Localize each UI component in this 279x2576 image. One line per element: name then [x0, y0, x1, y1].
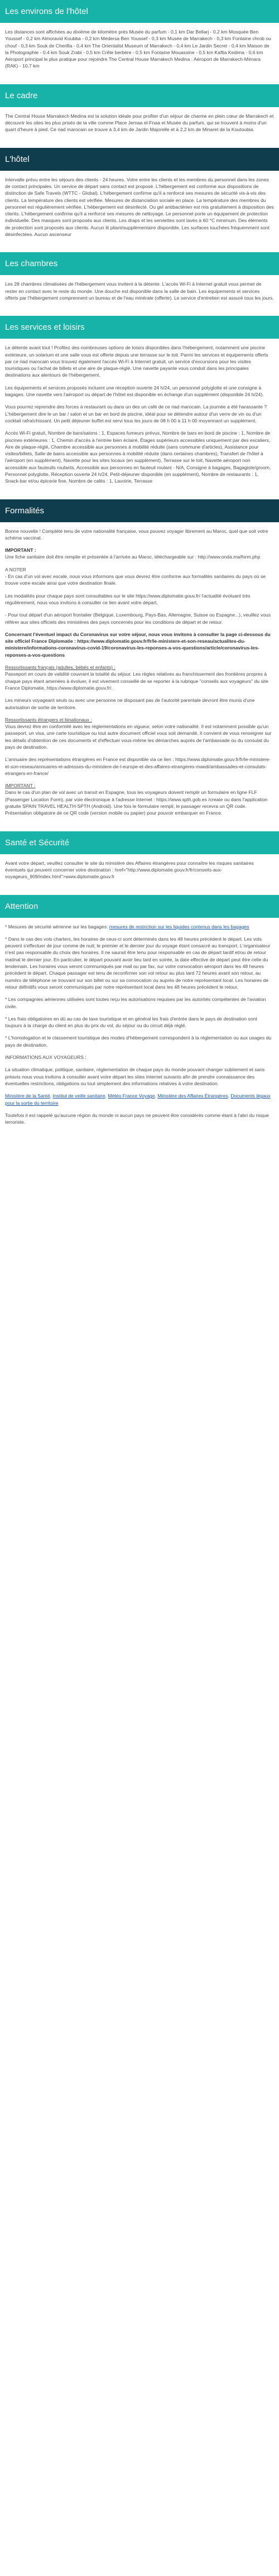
section-title-cadre: Le cadre: [0, 84, 279, 107]
services-text-4: Accès Wi-Fi gratuit, Nombre de bars/salons : 1, Espaces fumeurs prévus, Nombre de bars en bord de piscine : 1, Nombre de piscines extérieures : 1, Chemin d'accès à l'entrée bien éclairé, Étages supérieurs accessibles uniquement par des escaliers, Aire de plaque-réglé, Chambre accessible aux personnes à mobilité réduite (sans commune d'articles), Assistance pour visites/billets, Salle de bains accessible aux personnes à mobilité réduite (dans certaines chambres), Transfert de l'hôtel à l'aéroport (en supplément), Navette pour les sites locaux (en supplément), Terrasse sur le toit, Navette aéroport non accessible aux fauteuils roulants, Accessible aux personnes en fauteuil roulant - N/A, Consigne à bagages, Bagagiste/groom, Personnel polyglotte, Réception ouverte 24 h/24, Petit-déjeuner disponible (en supplément), Nombre de restaurants : 1, Snack-bar et/ou épicerie fine, Nombre de cafés : 1, Lavoirie, Terrasse: [5, 430, 271, 484]
services-text-2: Les équipements et services proposés incluent une réception ouverte 24 h/24, un personnel polyglotte et une consigne à bagages. Une navette vers l'aéroport ou départ de l'hôtel est disponible en échange d'un supplément (disponible 24 h/24).: [5, 384, 264, 398]
chambres-text: Les 28 chambres climatisées de l'hébergement vous invitent à la détente. L'accès Wi-Fi à Internet gratuit vous permet de rester en contact avec le reste du monde. Une douche est disponible dans la salle de bain. Les équipements et services offerts par l'hébergement comprennent un bureau et de l'eau minérale (offerte). Le service d'entretien est assuré tous les jours.: [5, 281, 274, 301]
section-formalites: [0, 499, 279, 831]
link-documents-legaux[interactable]: Documents légaux pour la sortie du territoire: [5, 1093, 271, 1106]
formalites-fr-heading: Ressortissants français (adultes, bébés et enfants) :: [5, 665, 116, 671]
attention-links: Ministère de la Santé, Institut de veille sanitaire, Météo France Voyage, Ministère des Affaires Étrangères, Documents légaux pour la sortie du territoire: [5, 1093, 271, 1106]
section-sante: [0, 831, 279, 895]
sante-text: Avant votre départ, veuillez consulter le site du ministère des Affaires étrangères pour connaître les risques sanitaires éventuels qui peuvent concerner votre destination : href="http://www.diplomatie.gouv.fr/fr/conseils-aux-voyageurs_909/index.html">www.diplomatie.gouv.fr: [5, 860, 254, 880]
formalites-text-5: - Pour tout départ d'un aéroport frontalier (Belgique, Luxembourg, Pays-Bas, Allemagne, Suisse ou Espagne...), veuillez vous référer aux sites officiels des ministères des pays concernés pour les conditions de départ et de retour.: [5, 612, 271, 625]
link-ministere-sante[interactable]: Ministère de la Santé: [5, 1093, 50, 1099]
link-meteo-france[interactable]: Météo France Voyage: [108, 1093, 155, 1099]
link-affaires-etrangeres[interactable]: Ministère des Affaires Étrangères: [157, 1093, 228, 1099]
formalites-text-8: Les mineurs voyageant seuls ou avec une personne ne disposant pas de l'autorité parentale devront être munis d'une autorisation de sortie de territoire.: [5, 697, 255, 710]
formalites-text-6: Concernant l'éventuel impact du Coronavirus sur votre séjour, nous vous invitons à consulter la page ci-dessous du site officiel France Diplomatie : https://www.diplomatie.gouv.fr/fr/le-ministere-et-son-reseau/actualites-du-ministere/informations-coronavirus-covid-19/coronavirus-les-reponses-a-vos-questions/article/coronavirus-les-reponses-a-vos-questions: [5, 631, 271, 658]
section-environs: [0, 0, 279, 84]
attention-text-7: Toutefois il est rappelé qu'aucune région du monde ni aucun pays ne peuvent être considérés comme étant à l'abri du risque terroriste.: [5, 1112, 269, 1125]
section-title-formalites: Formalités: [0, 499, 279, 522]
formalites-text-10: L'annuaire des représentations étrangères en France est disponible via ce lien : https://www.diplomatie.gouv.fr/fr/le-ministere-et-son-reseau/annuaires-et-adresses-du-ministere-de-l-europe-et-des-affaires-etrangeres-maedi/ambassades-et-consulats-etrangers-en-france/: [5, 757, 271, 776]
attention-text-4: * L'homologation et le classement touristique des modes d'hébergement correspondent à la réglementation ou aux usages du pays de destination.: [5, 1035, 272, 1048]
section-title-services: Les services et loisirs: [0, 316, 279, 339]
section-title-chambres: Les chambres: [0, 252, 279, 275]
attention-text-1b: * Dans le cas des vols charters, les horaires de ceux-ci sont déterminés dans les 48 heures précédent le départ. Les vols peuvent s'effectuer de jour comme de nuit; le premier et le dernier jour du voyage étant consacré au transport. L'organisateur n'est pas responsable du choix des horaires. Il ne saurait être tenu pour responsable en cas de départ tardif et/ou de retour matinal le dernier jour. En particulier, le départ pouvant avoir lieu tard en soirée, la date effective de départ peut être celle du lendemain. Les horaires vous seront communiqués par mail ou par fax, sur votre convocation aéroport dans les 48 heures précédent le départ. Chaque passager est tenu de reconfirmer son vol retour au plus tard 72 heures avant son retour, au numéro de téléphone se trouvant sur son billet ou sur sa convocation ou auprès de notre représentant local. Les horaires de retour définitifs vous seront communiqués par notre représentant local dans les 48 heures précédent le retour.: [5, 936, 271, 990]
formalites-text-1: Bonne nouvelle ! Complété tenu de votre nationalité française, vous pouvez voyager librement au Maroc, quel que soit votre schéma vaccinal.: [5, 528, 268, 541]
cadre-text: The Central House Marrakech Medina est la solution idéale pour profiter d'un séjour de charme en plein cœur de Marrakech et découvrir les sites les plus prisés de la ville comme Place Jemaa el-Fnaa et Musée du parfum, qui se trouvent à moins d'un quart d'heure à pied. Ce riad marocain se trouve à 3,4 km de Jardin Majorelle et à 2,2 km de Minaret de la Koutoubia.: [5, 113, 274, 133]
formalites-text-9: Vous devrez être en conformité avec les réglementations en vigueur, selon votre nationalité. Il est notamment possible qu'un passeport, un visa, une carte touristique ou tout autre document officiel vous soit demandé. Il convient de vous renseigner sur les détails d'obtention de ces documents et d'effectuer vous-même les démarches auprès de l'ambassade ou du consulat du pays de destination.: [5, 724, 272, 750]
attention-text-3: * Les frais obligatoires en dû au cas de taxe touristique et en général les frais d'entrée dans le pays de destination sont toujours à la charge du client en plus du prix du vol, du séjour ou du circuit déjà réglé.: [5, 1015, 257, 1029]
formalites-text-3: - En cas d'un vol avec escale, nous vous informons que vous devrez être conforme aux formalités sanitaires du pays où se trouve votre escale ainsi que votre destination finale.: [5, 574, 266, 586]
liquids-restriction-link[interactable]: mesures de restriction sur les liquides contenus dans les bagages: [109, 923, 249, 930]
section-title-sante: Santé et Sécurité: [0, 831, 279, 854]
section-hotel: [0, 148, 279, 253]
formalites-text-7: Passeport en cours de validité couvrant la totalité du séjour. Les règles relatives au franchissement des frontières propres à chaque pays étant amenées à évoluer, il est vivement conseillé de se reporter à la rubrique "conseils aux voyageurs" du site France Diplomatie, https://www.diplomatie.gouv.fr/.: [5, 671, 268, 691]
formalites-important-label: IMPORTANT :: [5, 547, 36, 553]
section-title-environs: Les environs de l'hôtel: [0, 0, 279, 23]
formalites-foreign-heading: Ressortissants étrangers et binationaux :: [5, 716, 92, 723]
formalites-anoter-label: A NOTER: [5, 566, 26, 572]
hotel-text: Intervalle prévu entre les séjours des clients - 24 heures. Votre entre les clients et les membres du personnel dans les zones de contact principales. Un service de départ sans contact est proposé. L'hébergement est conforme aux dispositions de distinction de Safe Travels (WTTC - Global). L'hébergement confirme qu'il a renforcé ses mesures de sécurité vis-à-vis des clients. La température des clients est vérifiée. Mesures de distanciation sociale en place. La température des membres du personnel est régulièrement vérifiée. L'hébergement est désinfecté. Ou gel antibactérien est mis gratuitement à disposition des clients. L'hébergement confirme qu'il a renforcé ses mesures de nettoyage. Le personnel porte un équipement de protection individuelle. Des masques sont proposés aux clients. Les draps et les serviettes sont lavés à 60 °C minimum. Des éléments de protection sont proposés aux clients. Aucun lit pliant/supplémentaire disponible. Les surfaces touchées fréquemment sont désinfectées. Aucun ascenseur: [5, 176, 274, 238]
formalites-text-11: Dans le cas d'un plan de vol avec un transit en Espagne, tous les voyageurs doivent remplir un formulaire en ligne FLF (Passenger Location Form), par voie électronique à l'adresse Internet : https://www.spth.gob.es /create ou dans l'application gratuite SPAIN TRAVEL HEALTH-SPTH (Android). Une fois le formulaire rempli, le passager recevra un QR code. Présentation obligatoire de ce QR code (version mobile ou papier) pour pouvoir embarquer en France.: [5, 789, 268, 816]
section-title-hotel: L'hôtel: [0, 148, 279, 171]
formalites-text-2: Une fiche sanitaire doit être remplie et présentée à l'arrivée au Maroc, téléchargeable sur : http://www.onda.ma/form.php: [5, 554, 261, 560]
formalites-important-2-label: IMPORTANT :: [5, 783, 36, 789]
attention-text-6: La situation climatique, politique, sanitaire, réglementation de chaque pays du monde pouvant changer subitement et sans préavis nous vous invitons à consulter avant votre départ les sites Internet suivants afin de prendre connaissance des éventuelles restrictions, obligations ou tout simplement des informations relatives à votre destination.: [5, 1067, 265, 1086]
attention-text-1a: * Mesures de sécurité aérienne sur les bagages:: [5, 923, 108, 930]
attention-text-5: INFORMATIONS AUX VOYAGEURS :: [5, 1055, 86, 1061]
section-chambres: [0, 252, 279, 316]
attention-text-2: * Les compagnies aériennes utilisées sont toutes reçu les autorisations requises par les autorités compétentes de l'aviation civile.: [5, 996, 266, 1009]
services-text-3: Vous pourrez reprendre des forces à restaurant ou dans un des un café de ce riad marocain. La journée a été harassante ? L'hébergement dire le un bar / salon et un bar en bord de piscine, idéal pour se détendre autour d'un verre de vin ou d'un cocktail rafraîchissant. Un petit déjeuner buffet est servi tous les jours de 08 h 00 à 11 h 00 moyennant un supplément.: [5, 404, 267, 423]
section-services: [0, 316, 279, 499]
section-cadre: [0, 84, 279, 148]
link-institut-veille[interactable]: Institut de veille sanitaire: [52, 1093, 105, 1099]
services-text-1: Le détente avant tout ! Profitez des nombreuses options de loisirs disponibles dans l'hébergement, notamment une piscine extérieure, un solarium et une salle vous est offerte depuis une terrasse sur le toit. Parmi les services et équipements offerts par ce riad marocain vous trouvez également l'accès Wi-Fi à Internet gratuit, un service d'excursions pour les visites touristiques ou l'achat de billets et une aire de plaque-réglé. Une navette payante vous conduit dans les principales destinations aux alentours de l'hébergement.: [5, 345, 268, 378]
section-title-attention: Attention: [0, 895, 279, 918]
section-attention: [0, 895, 279, 1140]
formalites-text-4: Les modalités pour chaque pays sont consultables sur le site https://www.diplomatie.gouv.fr/ l'actualité évoluant très régulièrement, nous vous invitons à consulter ce lien avant votre départ.: [5, 593, 251, 605]
environs-text: Les distances sont affichées au dixième de kilomètre près Musée du parfum - 0,1 km Dar Bellarj - 0,2 km Mosquée Ben Youssef - 0,2 km Almoravid Koubba - 0,2 km Médersa Ben Youssef - 0,3 km Musée de Marrakech - 0,3 km Fontaine chrob ou chouf - 0,3 km Souk de Cherifia - 0,4 km The Orientalist Museum of Marrakech - 0,4 km Le Jardin Secret - 0,4 km Maison de la Photographie - 0,4 km Souk Zrabi - 0,5 km Crête berbère - 0,5 km Fontaine Mouassine - 0,5 km Kaftia Kedima - 0,6 km Aéroport principal le plus pratique pour rejoindre The Central House Marrakech Medina : Aéroport de Marrakech-Ménara (RAK) - 10,7 km: [5, 29, 271, 69]
page: [0, 0, 279, 1140]
